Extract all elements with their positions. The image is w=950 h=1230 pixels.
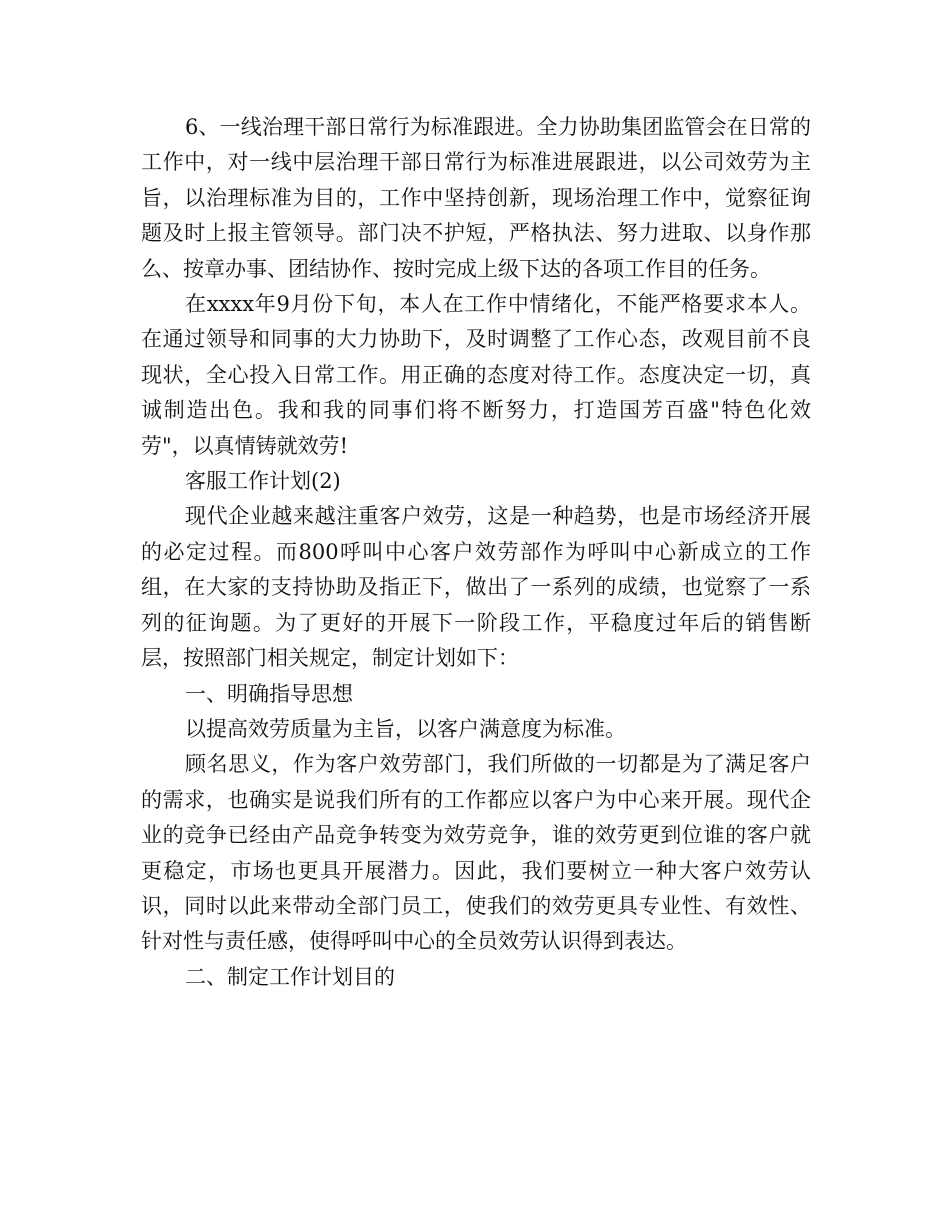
- heading-plan-purpose: 二、制定工作计划目的: [185, 964, 395, 989]
- paragraph-plan-introduction: 现代企业越来越注重客户效劳，这是一种趋势，也是市场经济开展的必定过程。而800呼叫中心客户效劳部作为呼叫中心新成立的工作组，在大家的支持协助及指正下，做出了一系列的成绩，也觉察了一系列的征询题。为了更好的开展下一阶段工作，平稳度过年后的销售断层，按照部门相关规定，制定计划如下：: [141, 504, 811, 671]
- heading-guiding-principle: 一、明确指导思想: [185, 681, 353, 706]
- paragraph-guiding-principle-summary: 以提高效劳质量为主旨，以客户满意度为标准。: [185, 716, 626, 741]
- paragraph-guiding-principle-detail: 顾名思义，作为客户效劳部门，我们所做的一切都是为了满足客户的需求，也确实是说我们所有的工作都应以客户为中心来开展。现代企业的竞争已经由产品竞争转变为效劳竞争，谁的效劳更到位谁的客户就更稳定，市场也更具开展潜力。因此，我们要树立一种大客户效劳认识，同时以此来带动全部门员工，使我们的效劳更具专业性、有效性、针对性与责任感，使得呼叫中心的全员效劳认识得到表达。: [141, 752, 811, 954]
- section-title-customer-service-plan: 客服工作计划(2): [185, 469, 341, 494]
- document-body: [141, 110, 811, 995]
- paragraph-management-follow-up: 6、一线治理干部日常行为标准跟进。全力协助集团监管会在日常的工作中，对一线中层治理干部日常行为标准进展跟进，以公司效劳为主旨，以治理标准为目的，工作中坚持创新，现场治理工作中，觉察征询题及时上报主管领导。部门决不护短，严格执法、努力进取、以身作那么、按章办事、团结协作、按时完成上级下达的各项工作目的任务。: [141, 115, 811, 281]
- paragraph-personal-reflection: 在xxxx年9月份下旬，本人在工作中情绪化，不能严格要求本人。在通过领导和同事的大力协助下，及时调整了工作心态，改观目前不良现状，全心投入日常工作。用正确的态度对待工作。态度决定一切，真诚制造出色。我和我的同事们将不断努力，打造国芳百盛"特色化效劳"，以真情铸就效劳!: [141, 292, 811, 458]
